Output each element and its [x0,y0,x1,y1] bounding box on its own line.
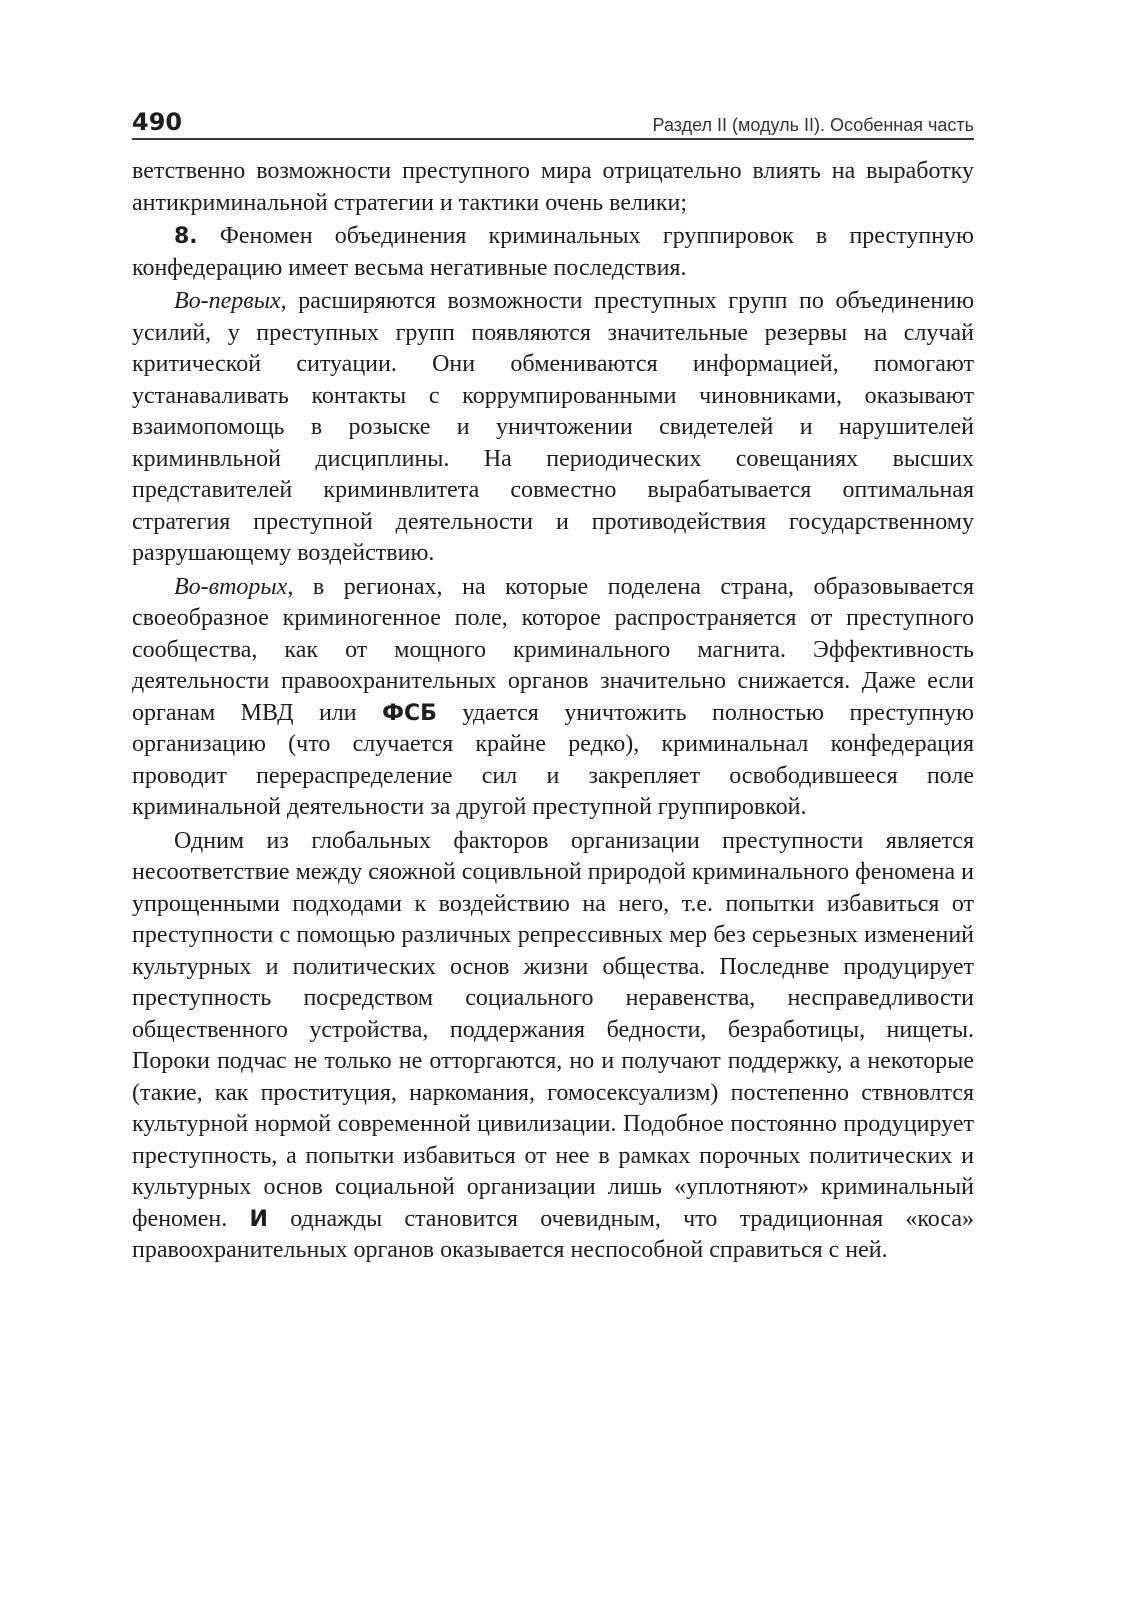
paragraph-continuation [132,156,974,219]
page-number: 490 [132,108,183,136]
paragraph-text: ветственно возможности преступного мира отрицательно влиять на выработку антикриминальной стратегии и тактики очень велики; [132,158,974,216]
paragraph-text: однажды становится очевидным, что традиционная «коса» правоохранительных органов оказывается неспособной справиться с ней. [132,1205,975,1263]
book-page [132,108,974,1267]
paragraph-text: удается уничтожить полностью преступную организацию (что случается крайне редко), криминальнал конфедерация проводит перераспределение сил и закрепляет освободившееся поле криминальной деятельности за другой преступной группировкой. [132,699,974,820]
running-head: Раздел II (модуль II). Особенная часть [652,115,974,135]
italic-lead: Во-первых [174,288,281,314]
page-body [132,156,974,1267]
abbreviation-fsb: ФСБ [382,700,437,726]
paragraph-text: Феномен объединения криминальных группировок в преступную конфедерацию имеет весьма негативные последствия. [132,223,974,281]
paragraph-secondly [132,572,974,824]
paragraph-text: , расширяются возможности преступных групп по объединению усилий, у преступных групп появляются значительные резервы на случай критической ситуации. Они обмениваются информацией, помогают устанаваливать контакты с коррумпированными чиновниками, оказывают взаимопомощь в розыске и уничтожении свидетелей и нарушителей криминвльной дисциплины. На периодических совещаниях высших представителей криминвлитета совместно вырабатывается оптимальная стратегия преступной деятельности и противодействия государственному разрушающему воздействию. [132,288,974,566]
paragraph-global-factors [132,826,974,1267]
paragraph-text: , в регионах, на которые поделена страна, образовывается своеобразное криминогенное поле, которое распространяется от преступного сообщества, как от мощного криминального магнита. Эффективность деятельности правоохранительных органов значительно снижается. Даже если органам МВД или [132,573,974,726]
paragraph-text: Одним из глобальных факторов организации преступности является несоответствие между сяожной социвльной природой криминального феномена и упрощенными подходами к воздействию на него, т.е. попытки избавиться от преступности с помощью различных репрессивных мер без серьезных изменений культурных и политических основ жизни общества. Последнве продуцирует преступность посредством социального неравенства, несправедливости общественного устройства, поддержания бедности, безработицы, нищеты. Пороки подчас не только не отторгаются, но и получают поддержку, а некоторые (такие, как проституция, наркомания, гомосексуализм) постепенно ствновлтся культурной нормой современной цивилизации. Подобное постоянно продуцирует преступность, а попытки избавиться от нее в рамках порочных политических и культурных основ социальной организации лишь «уплотняют» криминальный феномен. [132,827,974,1232]
page-header [132,108,974,140]
bold-word: И [249,1206,268,1232]
paragraph-item-8 [132,221,974,284]
italic-lead: Во-вторых [174,573,288,600]
paragraph-firstly [132,286,974,570]
item-number: 8. [174,224,198,249]
